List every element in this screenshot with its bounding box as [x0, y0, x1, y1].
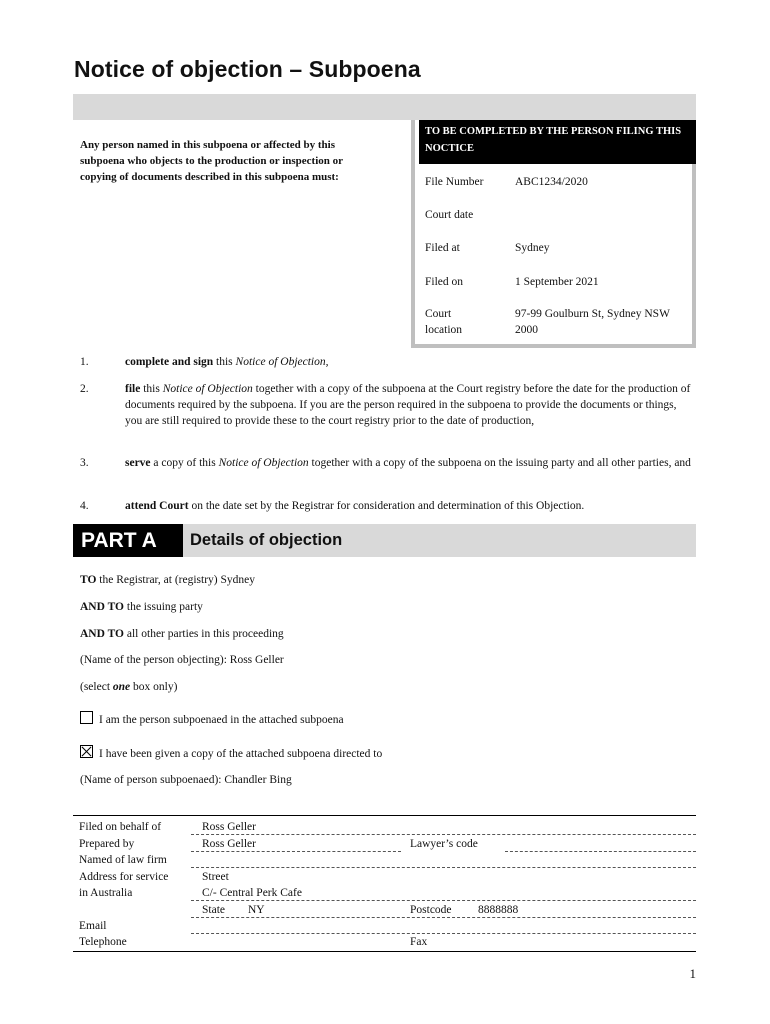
and-to-bold: AND TO: [80, 628, 124, 640]
step-text: [125, 354, 695, 370]
panel-value: Sydney: [515, 242, 550, 254]
page-title: Notice of objection – Subpoena: [74, 56, 421, 82]
lawyers-code-field[interactable]: [505, 851, 696, 852]
step-number: 4.: [80, 500, 89, 512]
panel-value: ABC1234/2020: [515, 176, 588, 188]
panel-heading: TO BE COMPLETED BY THE PERSON FILING THIS NOCTICE: [419, 120, 696, 164]
and-to-parties-line: [80, 628, 284, 640]
option-given-copy[interactable]: [80, 745, 382, 760]
telephone-label: Telephone: [79, 936, 127, 948]
person-subpoenaed-line: (Name of person subpoenaed): Chandler Bing: [80, 774, 292, 786]
filed-on-behalf-value[interactable]: Ross Geller: [202, 821, 256, 833]
checkbox-unchecked-icon[interactable]: [80, 711, 93, 724]
select-post: box only): [130, 681, 178, 693]
step-bold: file: [125, 383, 141, 395]
intro-text: Any person named in this subpoena or affected by this subpoena who objects to the production or inspection or copying of documents described in this subpoena must:: [80, 139, 343, 183]
page-number: 1: [689, 966, 696, 981]
law-firm-field[interactable]: [191, 867, 696, 868]
step-text-pre: on the date set by the Registrar for consideration and determination of this Objection.: [188, 500, 585, 512]
step-number: 3.: [80, 457, 89, 469]
part-title: Details of objection: [190, 531, 343, 549]
to-registrar-line: [80, 574, 255, 586]
panel-label: Court location: [425, 308, 463, 336]
filed-on-behalf-label: Filed on behalf of: [79, 821, 162, 833]
street-value[interactable]: C/- Central Perk Cafe: [202, 887, 302, 899]
address-label-line1: Address for service: [79, 871, 169, 883]
panel-label: Court date: [425, 209, 474, 221]
and-to-rest: the issuing party: [124, 601, 203, 613]
panel-value: 97-99 Goulburn St, Sydney NSW 2000: [515, 308, 670, 336]
email-label: Email: [79, 920, 107, 932]
fax-label: Fax: [410, 936, 428, 948]
email-field[interactable]: [191, 933, 696, 934]
step-bold: complete and sign: [125, 356, 214, 368]
select-pre: (select: [80, 681, 113, 693]
postcode-label: Postcode: [410, 904, 452, 916]
select-instruction-line: [80, 681, 177, 693]
checkbox-checked-icon[interactable]: [80, 745, 93, 758]
select-emphasis: one: [112, 681, 131, 693]
step-text: [125, 455, 695, 471]
person-objecting-line: (Name of the person objecting): Ross Geller: [80, 654, 284, 666]
panel-label: File Number: [425, 176, 484, 188]
option-label: I am the person subpoenaed in the attached subpoena: [99, 714, 344, 726]
panel-label: Filed at: [425, 242, 460, 254]
option-person-subpoenaed[interactable]: [80, 711, 344, 726]
step-text-rest: together with a copy of the subpoena at the Court registry before the date for the production of documents required by the subpoena. If you are the person required in the subpoena to provide the documents or things, you are still required to provide these to the court registry prior to the date of production,: [125, 383, 691, 427]
part-a-header: [73, 524, 696, 557]
field-underline: [191, 900, 696, 901]
field-underline: [191, 917, 696, 918]
step-text: [125, 498, 695, 514]
prepared-by-label: Prepared by: [79, 838, 135, 850]
lawyers-code-label: Lawyer’s code: [410, 838, 478, 850]
street-label: Street: [202, 871, 229, 883]
step-italic: Notice of Objection: [218, 457, 309, 469]
to-rest: the Registrar, at (registry) Sydney: [96, 574, 256, 586]
state-label: State: [202, 904, 225, 916]
prepared-by-value[interactable]: Ross Geller: [202, 838, 256, 850]
step-text-pre: a copy of this: [150, 457, 219, 469]
step-bold: serve: [125, 457, 151, 469]
postcode-value[interactable]: 8888888: [478, 904, 519, 916]
step-bold: attend Court: [125, 500, 189, 512]
step-italic: Notice of Objection,: [235, 356, 329, 368]
step-text-rest: together with a copy of the subpoena on the issuing party and all other parties, and: [308, 457, 691, 469]
and-to-bold: AND TO: [80, 601, 124, 613]
step-text-pre: this: [140, 383, 163, 395]
law-firm-label: Named of law firm: [79, 854, 167, 866]
to-bold: TO: [80, 574, 97, 586]
step-number: 2.: [80, 383, 89, 395]
part-label: PART A: [73, 524, 183, 557]
step-text-pre: this: [213, 356, 236, 368]
filing-details-table: [73, 815, 696, 952]
and-to-rest: all other parties in this proceeding: [124, 628, 284, 640]
step-number: 1.: [80, 356, 89, 368]
header-bar: [73, 94, 696, 120]
address-label-line2: in Australia: [79, 887, 133, 899]
table-bottom-rule: [73, 951, 696, 952]
field-underline: [191, 851, 401, 852]
step-text: [125, 381, 695, 429]
option-label: I have been given a copy of the attached subpoena directed to: [99, 748, 383, 760]
filing-info-panel: [411, 120, 696, 348]
panel-label: Filed on: [425, 276, 464, 288]
field-underline: [191, 834, 696, 835]
panel-value: 1 September 2021: [515, 276, 599, 288]
step-italic: Notice of Objection: [162, 383, 253, 395]
and-to-issuing-line: [80, 601, 203, 613]
state-value[interactable]: NY: [248, 904, 265, 916]
